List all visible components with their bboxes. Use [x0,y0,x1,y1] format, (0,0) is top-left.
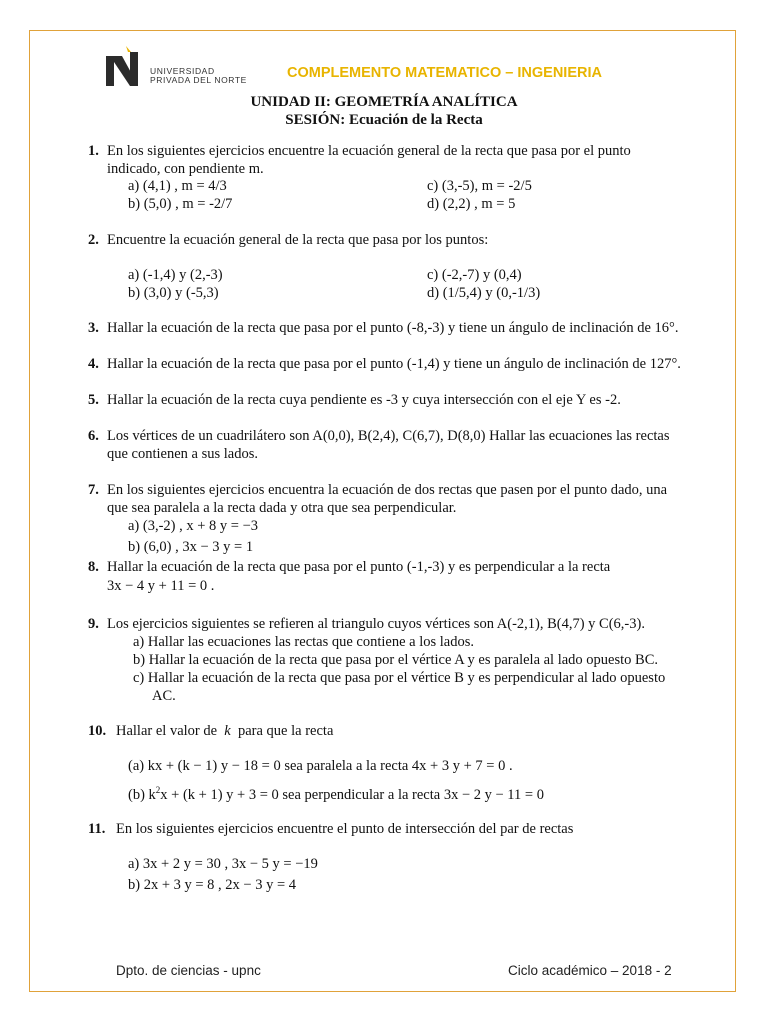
exercise-9-number: 9. [88,616,99,632]
exercise-7-line2: que sea paralela a la recta dada y otra que sea perpendicular. [107,500,457,516]
unit-title: UNIDAD II: GEOMETRÍA ANALÍTICA [250,94,518,110]
exercise-1-option-b: b) (5,0) , m = -2/7 [128,196,233,212]
exercise-2-option-b: b) (3,0) y (-5,3) [128,285,219,301]
footer-department: Dpto. de ciencias - upnc [116,963,261,978]
exercise-2-number: 2. [88,232,99,248]
exercise-4-number: 4. [88,356,99,372]
exercise-10-line1-post: para que la recta [237,723,334,739]
exercise-1-option-d: d) (2,2) , m = 5 [427,196,516,212]
course-title: COMPLEMENTO MATEMATICO – INGENIERIA [287,65,602,81]
exercise-5-number: 5. [88,392,99,408]
exercise-10-option-a: (a) kx + (k − 1) y − 18 = 0 sea paralela a la recta 4x + 3 y + 7 = 0 . [128,758,513,774]
exercise-10-line1-pre: Hallar el valor de [116,723,218,739]
exercise-2-option-c: c) (-2,-7) y (0,4) [427,267,522,283]
exercise-6-line1: Los vértices de un cuadrilátero son A(0,0), B(2,4), C(6,7), D(8,0) Hallar las ecuaciones las rectas [107,428,670,444]
exercise-7-number: 7. [88,482,99,498]
exercise-2-option-d: d) (1/5,4) y (0,-1/3) [427,285,541,301]
exercise-9-option-c-cont: AC. [152,688,176,704]
exercise-10-line1 [116,722,333,740]
university-name [150,67,247,85]
exercise-11-number: 11. [88,821,106,837]
exercise-11-option-b: b) 2x + 3 y = 8 , 2x − 3 y = 4 [128,877,297,893]
exercise-10-number: 10. [88,723,107,739]
exercise-10-k: k [224,723,231,739]
exercise-11-option-a: a) 3x + 2 y = 30 , 3x − 5 y = −19 [128,856,318,872]
exercise-2-line1: Encuentre la ecuación general de la recta que pasa por los puntos: [107,232,489,248]
exercise-7-line1: En los siguientes ejercicios encuentra la ecuación de dos rectas que pasen por el punto dado, una [107,482,668,498]
university-logo-icon [104,46,144,90]
exercise-7-option-b: b) (6,0) , 3x − 3 y = 1 [128,539,254,555]
exercise-3-number: 3. [88,320,99,336]
exercise-8-number: 8. [88,559,99,575]
exercise-10-option-b-pre: (b) k [128,786,156,803]
exercise-6-number: 6. [88,428,99,444]
exercise-9-line1: Los ejercicios siguientes se refieren al triangulo cuyos vértices son A(-2,1), B(4,7) y C(6,-3). [107,616,645,632]
exercise-10-option-b-sup: 2 [155,785,161,795]
exercise-9-option-c: c) Hallar la ecuación de la recta que pasa por el vértice B y es perpendicular al lado opuesto [133,670,666,686]
exercise-7-option-a: a) (3,-2) , x + 8 y = −3 [128,518,259,534]
university-line2: PRIVADA DEL NORTE [150,75,247,85]
exercise-10-option-b-post: x + (k + 1) y + 3 = 0 sea perpendicular a la recta 3x − 2 y − 11 = 0 [160,786,544,803]
exercise-10-option-b [128,781,544,804]
exercise-1-option-a: a) (4,1) , m = 4/3 [128,178,227,194]
exercise-6-line2: que contienen a sus lados. [107,446,259,462]
exercise-5-text: Hallar la ecuación de la recta cuya pendiente es -3 y cuya intersección con el eje Y es -2. [107,392,621,408]
exercise-1-line1: En los siguientes ejercicios encuentre la ecuación general de la recta que pasa por el punto [107,143,631,159]
university-line1: UNIVERSIDAD [150,66,215,76]
exercise-1-option-c: c) (3,-5), m = -2/5 [427,178,532,194]
exercise-3-text: Hallar la ecuación de la recta que pasa por el punto (-8,-3) y tiene un ángulo de inclinación de 16°. [107,320,679,336]
exercise-2-option-a: a) (-1,4) y (2,-3) [128,267,223,283]
exercise-4-text: Hallar la ecuación de la recta que pasa por el punto (-1,4) y tiene un ángulo de inclinación de 127°. [107,356,681,372]
exercise-11-line1: En los siguientes ejercicios encuentre el punto de intersección del par de rectas [116,821,574,837]
exercise-9-option-a: a) Hallar las ecuaciones las rectas que contiene a los lados. [133,634,475,650]
exercise-1-line2: indicado, con pendiente m. [107,161,264,177]
exercise-8-line2: 3x − 4 y + 11 = 0 . [107,578,215,594]
exercise-8-line1: Hallar la ecuación de la recta que pasa por el punto (-1,-3) y es perpendicular a la recta [107,559,611,575]
unit-heading [0,93,768,129]
exercise-9-option-b: b) Hallar la ecuación de la recta que pasa por el vértice A y es paralela al lado opuesto BC. [133,652,659,668]
footer-cycle: Ciclo académico – 2018 - 2 [508,963,672,978]
session-title: SESIÓN: Ecuación de la Recta [285,112,483,128]
exercise-1-number: 1. [88,143,99,159]
